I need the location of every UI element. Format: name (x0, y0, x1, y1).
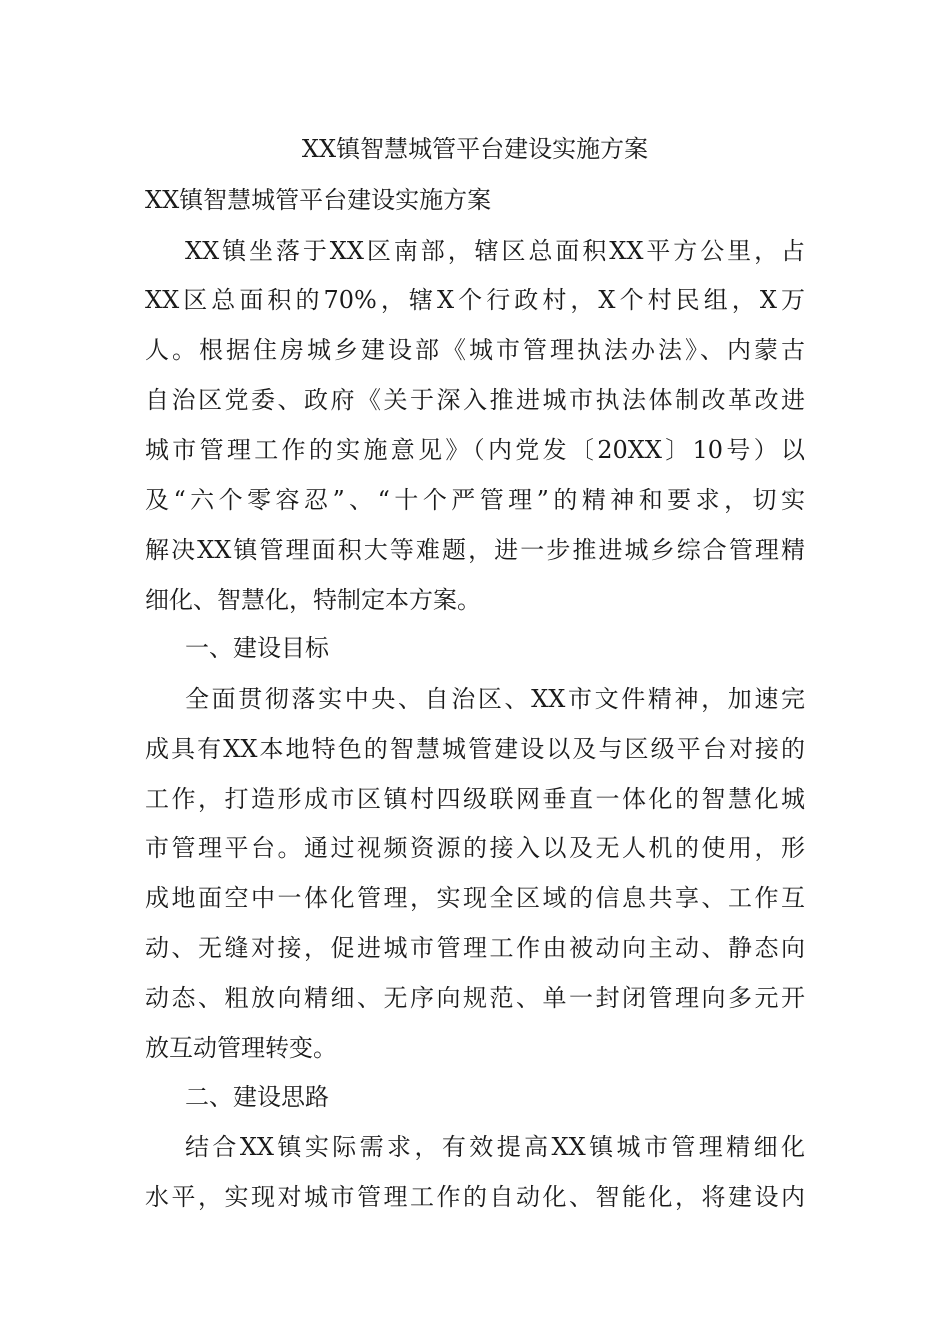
intro-line: 细化、智慧化，特制定本方案。 (145, 586, 481, 614)
intro-line: 城市管理工作的实施意见》（内党发〔20XX〕10号）以 (145, 436, 805, 464)
document-subtitle: XX镇智慧城管平台建设实施方案 (145, 186, 492, 214)
intro-line: 人。根据住房城乡建设部《城市管理执法办法》、内蒙古 (145, 336, 805, 364)
section-line: 动态、粗放向精细、无序向规范、单一封闭管理向多元开 (145, 984, 805, 1012)
intro-line: XX镇坐落于XX区南部，辖区总面积XX平方公里，占 (185, 237, 805, 265)
section-line: 放互动管理转变。 (145, 1034, 337, 1062)
section-heading: 二、建设思路 (185, 1083, 329, 1111)
section-line: 市管理平台。通过视频资源的接入以及无人机的使用，形 (145, 834, 805, 862)
section-line: 成具有XX本地特色的智慧城管建设以及与区级平台对接的 (145, 735, 805, 763)
intro-line: 解决XX镇管理面积大等难题，进一步推进城乡综合管理精 (145, 536, 805, 564)
section-line: 全面贯彻落实中央、自治区、XX市文件精神，加速完 (185, 685, 805, 713)
section-line: 成地面空中一体化管理，实现全区域的信息共享、工作互 (145, 884, 805, 912)
intro-line: XX区总面积的70%，辖X个行政村，X个村民组，X万 (145, 286, 805, 314)
intro-line: 及“六个零容忍”、“十个严管理”的精神和要求，切实 (145, 486, 805, 514)
section-line: 工作，打造形成市区镇村四级联网垂直一体化的智慧化城 (145, 785, 805, 813)
document-title: XX镇智慧城管平台建设实施方案 (301, 135, 649, 163)
section-line: 结合XX镇实际需求，有效提高XX镇城市管理精细化 (185, 1133, 805, 1161)
intro-line: 自治区党委、政府《关于深入推进城市执法体制改革改进 (145, 386, 805, 414)
section-line: 水平，实现对城市管理工作的自动化、智能化，将建设内 (145, 1183, 805, 1211)
section-line: 动、无缝对接，促进城市管理工作由被动向主动、静态向 (145, 934, 805, 962)
section-heading: 一、建设目标 (185, 634, 329, 662)
